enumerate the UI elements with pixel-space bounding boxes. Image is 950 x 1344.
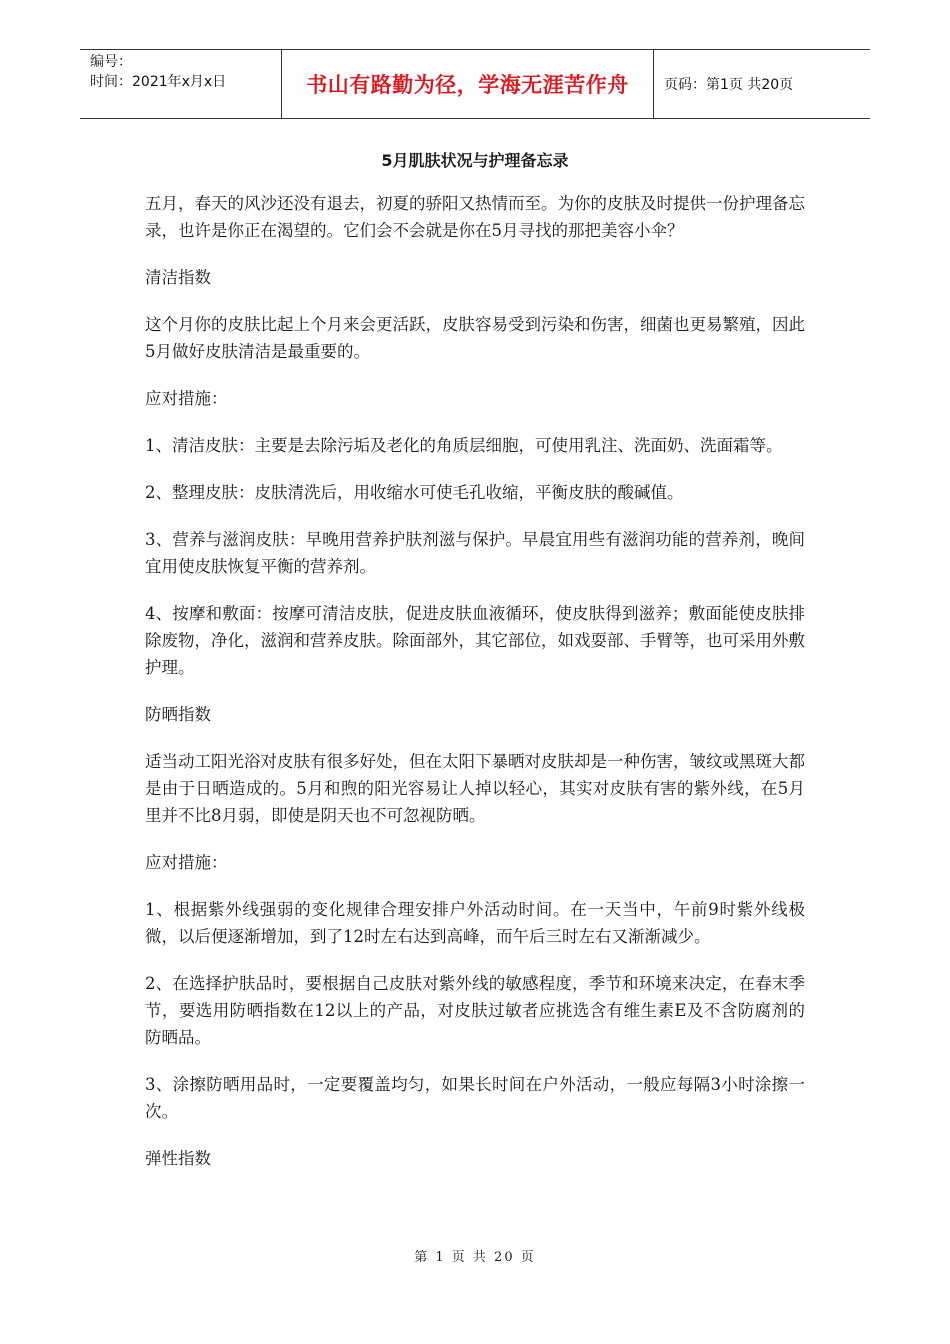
paragraph-intro: 五月，春天的风沙还没有退去，初夏的骄阳又热情而至。为你的皮肤及时提供一份护理备忘录，也许是你正在渴望的。它们会不会就是你在5月寻找的那把美容小伞？	[145, 194, 805, 240]
list-item: 1、清洁皮肤：主要是去除污垢及老化的角质层细胞，可使用乳注、洗面奶、洗面霜等。	[145, 436, 783, 455]
paragraph: 这个月你的皮肤比起上个月来会更活跃，皮肤容易受到污染和伤害，细菌也更易繁殖，因此5月做好皮肤清洁是最重要的。	[145, 315, 805, 361]
page-footer: 第 1 页 共 20 页	[414, 1250, 536, 1265]
list-item: 3、涂擦防晒用品时，一定要覆盖均匀，如果长时间在户外活动，一般应每隔3小时涂擦一次。	[145, 1075, 805, 1121]
document-title: 5月肌肤状况与护理备忘录	[381, 151, 569, 170]
header-number-label: 编号：	[90, 54, 132, 70]
document-body	[145, 190, 805, 1192]
paragraph: 适当动工阳光浴对皮肤有很多好处，但在太阳下暴晒对皮肤却是一种伤害，皱纹或黑斑大都是由于日晒造成的。5月和煦的阳光容易让人掉以轻心，其实对皮肤有害的紫外线，在5月里并不比8月弱，即使是阴天也不可忽视防晒。	[145, 752, 805, 825]
section-heading-elasticity: 弹性指数	[145, 1149, 211, 1168]
list-item: 2、整理皮肤：皮肤清洗后，用收缩水可使毛孔收缩，平衡皮肤的酸碱值。	[145, 483, 684, 502]
header-meta	[80, 50, 282, 118]
measures-heading: 应对措施：	[145, 853, 228, 872]
section-heading-cleansing: 清洁指数	[145, 268, 211, 287]
list-item: 2、在选择护肤品时，要根据自己皮肤对紫外线的敏感程度，季节和环境来决定，在春末季节，要选用防晒指数在12以上的产品，对皮肤过敏者应挑选含有维生素E及不含防腐剂的防晒品。	[145, 974, 805, 1047]
header-time-label: 时间：2021年x月x日	[90, 74, 227, 90]
list-item: 1、根据紫外线强弱的变化规律合理安排户外活动时间。在一天当中，午前9时紫外线极微，以后便逐渐增加，到了12时左右达到高峰，而午后三时左右又渐渐减少。	[145, 900, 805, 946]
header-page-info: 页码：第1页 共20页	[664, 77, 794, 93]
header-motto: 书山有路勤为径，学海无涯苦作舟	[282, 50, 654, 118]
measures-heading: 应对措施：	[145, 389, 228, 408]
section-heading-sunscreen: 防晒指数	[145, 705, 211, 724]
list-item: 4、按摩和敷面：按摩可清洁皮肤，促进皮肤血液循环，使皮肤得到滋养；敷面能使皮肤排除废物，净化，滋润和营养皮肤。除面部外，其它部位，如戏耍部、手臂等，也可采用外敷护理。	[145, 604, 805, 677]
list-item: 3、营养与滋润皮肤：早晚用营养护肤剂滋与保护。早晨宜用些有滋润功能的营养剂，晚间宜用使皮肤恢复平衡的营养剂。	[145, 530, 805, 576]
page-header	[80, 49, 870, 119]
